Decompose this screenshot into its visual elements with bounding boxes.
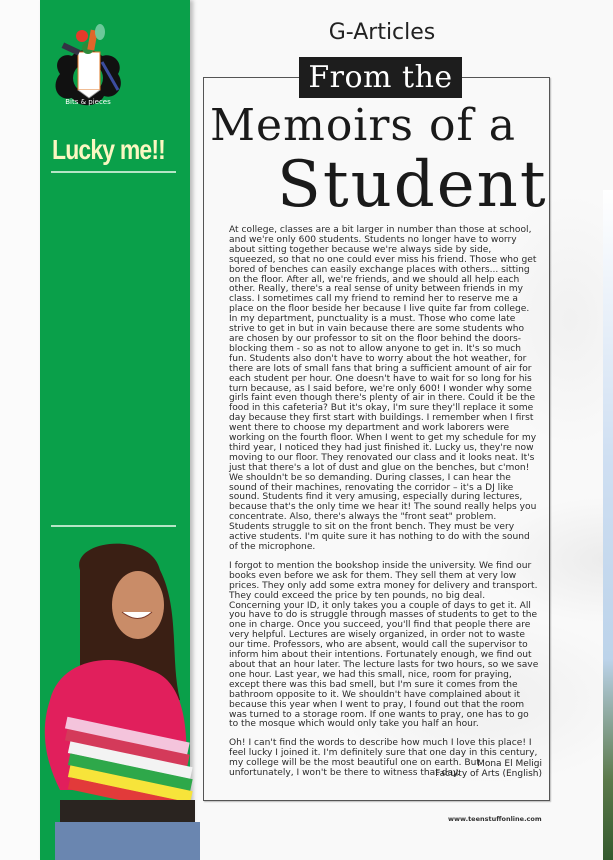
title-label: From the [299,57,462,98]
sidebar-heading: Lucky me!! [52,134,166,165]
article-title-line2: Student [277,148,548,222]
signature [435,759,542,779]
divider-top [51,171,176,173]
article-body [229,226,539,788]
article-title-line1: Memoirs of a [210,100,516,151]
author-name: Mona El Meligi [477,759,542,769]
article-paragraph: Oh! I can't find the words to describe how much I love this place! I feel lucky I joined it. I'm definitely sure that one day in this century, my college will be the most beautiful one on earth. But unfortunately, I won't be there to witness that day. [229,738,538,779]
campus-photo-strip [603,190,613,860]
website-url: www.teenstuffonline.com [448,815,542,823]
svg-text:Bits & pieces: Bits & pieces [65,98,111,106]
divider-bottom [51,525,176,527]
author-affiliation: Faculty of Arts (English) [435,769,542,779]
student-holding-books-photo [20,530,200,860]
bits-and-pieces-logo-icon [48,12,128,114]
article-paragraph: At college, classes are a bit larger in number than those at school, and we're only 600 students. Students no longer have to worry about sitting together because we're always side by side, squeezed, so that no one could ever miss his friend. Those who get bored of benches can easily exchange places with others... sitting on the floor. After all, we're friends, and we should all help each other. Really, there's a real sense of unity between friends in my class. I sometimes call my friend to remind her to reserve me a place on the floor beside her because I live quite far from college. In my department, punctuality is a must. Those who come late strive to get in but in vain because there are some students who are chosen by our professor to sit on the floor behind the doors- blocking them - so as not to allow anyone to get in. It's so much fun. Students also don't have to worry about the hot weather, for there are lots of small fans that bring a sufficient amount of air for each student per hour. One doesn't have to wait for so long for his turn because, as I said before, we're only 600! I wonder why some girls faint even though there's plenty of air in there. Could it be the food in this cafeteria? But it's okay, I'm sure they'll replace it some day because they first start with buildings. I remember when I first went there to choose my department and work laborers were working on the fourth floor. When I went to get my schedule for my third year, I noticed they had just finished it. Lucky us, they're now moving to our floor. They renovated our class and it looks neat. It's just that there's a lot of dust and glue on the benches, but c'mon! We shouldn't be so demanding. During classes, I can hear the sound of their machines, renovating the corridor – it's a DJ like sound. Students find it very amusing, especially during lectures, because that's the only time we hear it! The sound really helps you concentrate. Also, there's always the "front seat" problem. Students struggle to sit on the front bench. They must be very active students. I'm quite sure it has nothing to do with the sound of the microphone. [229,225,537,552]
article-paragraph: I forgot to mention the bookshop inside the university. We find our books even before we ask for them. They sell them at very low prices. They only add some extra money for delivery and transport. They could exceed the price by ten pounds, no big deal. Concerning your ID, it only takes you a couple of days to get it. All you have to do is struggle through masses of students to get to the one in charge. Once you succeed, you'll find that people there are very helpful. Lectures are wisely organized, in order not to waste our time. Professors, who are absent, would call the supervisor to inform him about their intentions. Fortunately enough, we find out about that an hour later. The lecture lasts for two hours, so we save one hour. Last year, we had this small, nice, room for praying, except there was this bad smell, but I'm sure it comes from the bathroom opposite to it. We shouldn't have complained about it because this year when I went to pray, I found out that the room was turned to a storage room. If one wants to pray, one has to go to the mosque which would only take you half an hour. [229,560,539,730]
section-name: G-Articles [328,20,436,45]
